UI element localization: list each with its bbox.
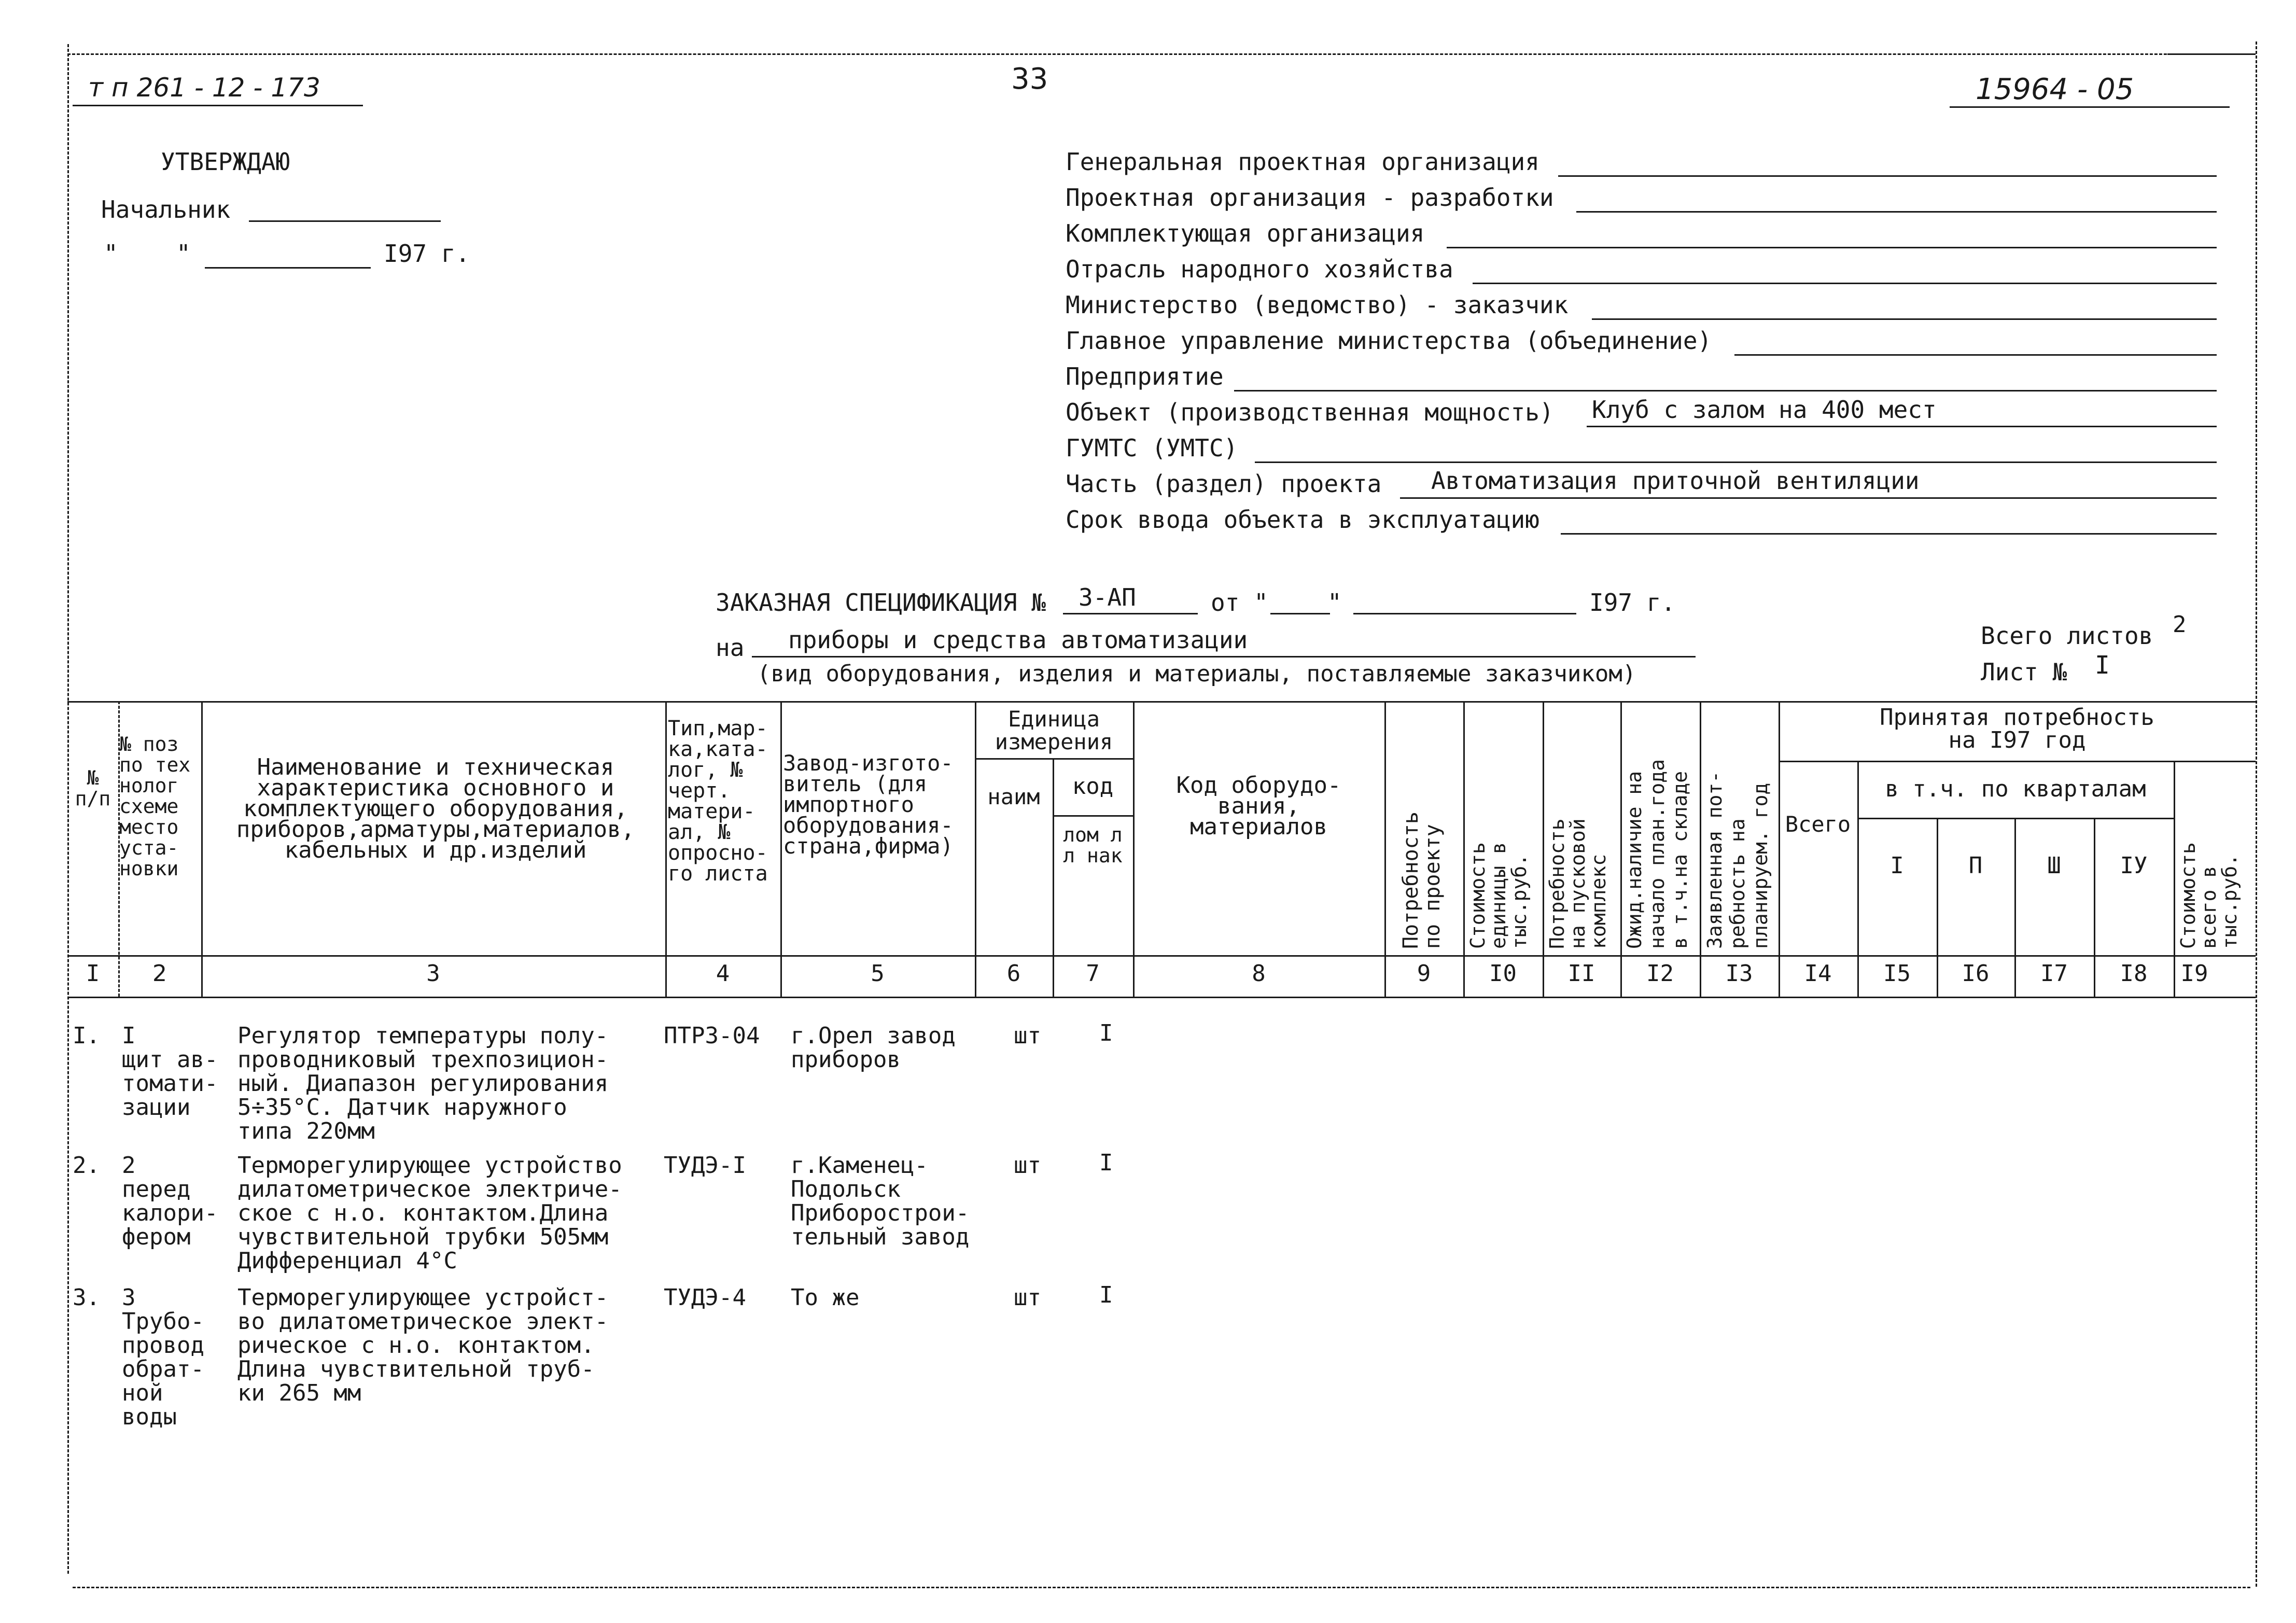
col-number: 4 [716,960,730,987]
row-position: 3 Трубо- провод обрат- ной воды [122,1284,204,1430]
doc-number: 15964 - 05 [1976,73,2134,106]
org-field-line [1447,247,2217,248]
row-qty: I [1099,1282,1113,1308]
col-number: I8 [2120,960,2148,987]
spec-from: от " [1211,589,1268,617]
row-type: ТУДЭ-I [664,1152,746,1179]
left-border [67,44,69,1574]
approval-title: УТВЕРЖДАЮ [161,148,290,176]
spec-date-line [1270,613,1330,614]
org-field-line [1400,497,2217,499]
col-line [1133,701,1135,997]
col-number: 5 [871,960,885,987]
spec-subject-note: (вид оборудования, изделия и материалы, поставляемые заказчиком) [757,661,1636,687]
total-sheets-label: Всего листов [1981,622,2153,650]
col-line [665,701,667,997]
header-name: Наименование и техническая характеристика основного и комплектующего оборудования, приборов,арматуры,материалов, кабельных и др.изделий [236,754,635,863]
header-accepted-group: Принятая потребность на I97 год [1880,704,2154,753]
row-name: Терморегулирующее устройст- во дилатометрическое элект- рическое с н.о. контактом. Длина чувствительной труб- ки 265 мм [237,1284,609,1406]
row-position: I щит ав- томати- зации [122,1023,218,1121]
header-num: № п/п [75,766,111,810]
org-field-line [1558,175,2217,177]
col-line [1463,701,1465,997]
col-number: I2 [1646,960,1674,987]
chief-label: Начальник [101,195,231,223]
row-maker: г.Каменец- Подольск Приборострои- тельный завод [791,1152,970,1250]
col-number: 8 [1252,960,1266,987]
date-quote-open: " [104,240,118,268]
org-field-label: Срок ввода объекта в эксплуатацию [1066,506,1539,534]
org-field-label: Генеральная проектная организация [1066,148,1539,176]
spec-subject: приборы и средства автоматизации [788,626,1248,654]
sheet-value: I [2095,651,2110,680]
col-number: I9 [2180,960,2208,987]
org-field-label: ГУМТС (УМТС) [1066,434,1238,462]
table-header-bottom-line [67,955,2256,957]
right-border [2256,41,2257,1587]
header-type: Тип,мар- ка,ката- лог, № черт. матери- ал, № опросно- го листа [668,717,768,886]
row-name: Регулятор температуры полу- проводниковый трехпозицион- ный. Диапазон регулирования 5÷35°С. Датчик наружного типа 220мм [237,1023,609,1144]
col-line [1543,701,1544,997]
org-field-line [1234,390,2217,391]
col-number: 9 [1417,960,1431,987]
top-border [67,53,2256,55]
top-right-border [2167,53,2256,55]
spec-number-line [1063,613,1198,614]
col-number: 3 [426,960,440,987]
col-number: 6 [1006,960,1021,987]
row-qty: I [1099,1150,1113,1176]
spec-subject-line [752,656,1696,657]
spec-quote-close: " [1327,589,1342,617]
chief-signature-line [249,220,441,222]
row-unit: шт [1014,1023,1041,1049]
doc-code: т п 261 - 12 - 173 [88,73,320,103]
header-quarters-group: в т.ч. по кварталам [1885,776,2146,802]
spec-on-label: на [716,634,745,662]
row-number: I. [73,1023,100,1049]
row-maker: г.Орел завод приборов [791,1023,956,1073]
org-field-line [1592,318,2217,320]
org-field-label: Комплектующая организация [1066,219,1425,247]
object-value: Клуб с залом на 400 мест [1592,396,1937,424]
header-code-group: код [1072,773,1114,800]
row-qty: I [1099,1020,1113,1046]
bottom-border [73,1587,2250,1588]
header-cost-total: Стоимость всего в тыс.руб. [2177,842,2241,949]
org-field-label: Предприятие [1066,362,1224,390]
row-unit: шт [1014,1284,1041,1311]
header-q1: I [1890,852,1904,879]
col-number: I0 [1489,960,1517,987]
header-need-project: Потребность по проекту [1399,812,1445,949]
org-field-label: Проектная организация - разработки [1066,184,1554,212]
org-field-line [1473,283,2217,284]
header-position: № поз по тех нолог схеме место уста- новки [119,733,191,880]
col-number: I3 [1725,960,1753,987]
sheet-label: Лист № [1981,658,2067,686]
col-line [1384,701,1386,997]
col-number: I4 [1804,960,1832,987]
header-expected-stock: Ожид.наличие на начало план.года в т.ч.на складе [1623,759,1691,949]
col-number: I6 [1962,960,1990,987]
spec-number: 3-АП [1079,583,1136,611]
header-total: Всего [1785,812,1851,837]
row-number: 2. [73,1152,100,1179]
header-unit-cost: Стоимость единицы в тыс.руб. [1466,842,1531,949]
header-q4: IУ [2120,852,2148,879]
org-field-label: Часть (раздел) проекта [1066,470,1382,498]
page-number: 33 [1011,62,1048,96]
row-type: ПТРЗ-04 [664,1023,760,1049]
date-quote-close: " [176,240,191,268]
col-number: II [1567,960,1595,987]
spec-title: ЗАКАЗНАЯ СПЕЦИФИКАЦИЯ № [716,589,1046,617]
row-name: Терморегулирующее устройство дилатометрическое электриче- ское с н.о. контактом.Длина чувствительной трубки 505мм Дифференциал 4°С [237,1152,622,1274]
header-unit-name: наим [987,784,1040,809]
org-field-line [1561,533,2217,535]
org-field-line [1587,426,2217,427]
header-code: лом л л нак [1063,823,1123,867]
approval-year: I97 г. [384,240,470,268]
col-number: I [86,960,100,987]
code-sub-line [1053,815,1133,817]
org-field-label: Объект (производственная мощность) [1066,398,1554,426]
date-line [205,267,371,269]
org-field-line [1576,211,2217,213]
org-field-line [1734,354,2217,356]
project-part-value: Автоматизация приточной вентиляции [1431,467,1920,495]
total-sheets-value: 2 [2173,611,2187,638]
header-need-startup: Потребность на пусковой комплекс [1546,818,1610,949]
table-top-line [67,701,2256,703]
row-unit: шт [1014,1152,1041,1179]
org-field-label: Министерство (ведомство) - заказчик [1066,291,1569,319]
header-maker: Завод-изгото- витель (для импортного оборудования- страна,фирма) [783,750,954,859]
col-line [201,701,203,997]
header-unit-group: Единица измерения [995,706,1113,754]
header-q2: П [1968,852,1983,879]
table-numbers-bottom-line [67,997,2256,998]
col-number: 7 [1086,960,1100,987]
col-number: 2 [152,960,167,987]
accepted-sub-line [1779,761,2256,762]
org-field-label: Главное управление министерства (объединение) [1066,327,1712,355]
doc-code-underline [73,105,363,106]
row-position: 2 перед калори- фером [122,1152,218,1250]
org-field-label: Отрасль народного хозяйства [1066,255,1453,283]
col-number: I7 [2040,960,2068,987]
col-line [780,701,782,997]
spec-year: I97 г. [1589,589,1676,617]
col-line [1620,701,1622,997]
row-number: 3. [73,1284,100,1311]
header-declared-need: Заявленная пот- ребность на планируем. год [1703,771,1772,949]
col-line [1700,701,1701,997]
spec-month-line [1353,613,1576,614]
row-type: ТУДЭ-4 [664,1284,746,1311]
header-q3: Ш [2047,852,2061,879]
header-equipment-code: Код оборудо- вания, материалов [1176,772,1341,840]
doc-number-underline [1950,106,2230,108]
row-maker: То же [791,1284,860,1311]
col-number: I5 [1883,960,1911,987]
